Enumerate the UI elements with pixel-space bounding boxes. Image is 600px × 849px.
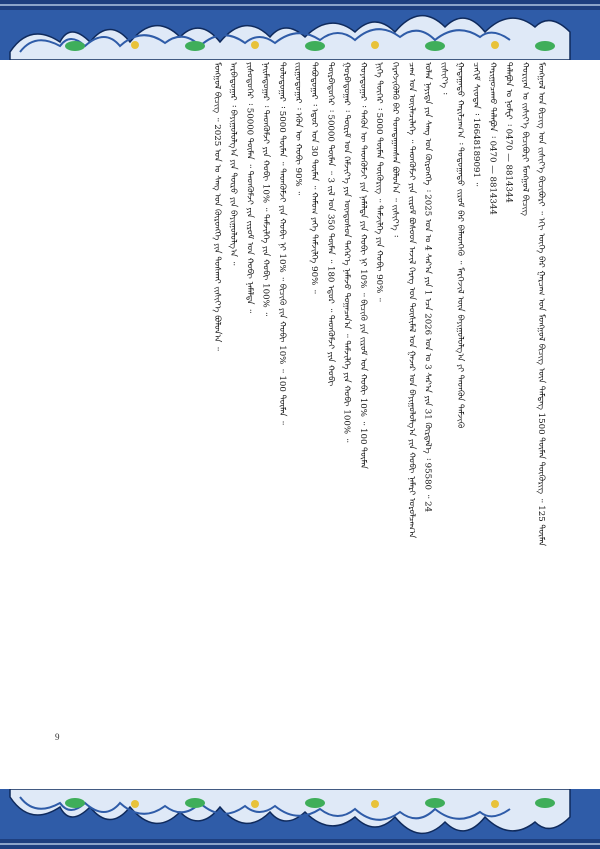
text-column: ᠬᠡᠷᠡᠭᠵᠢᠭᠦᠯᠬᠦ ᠪᠠᠷ ᠲᠣᠭᠲᠠᠭᠠᠭᠰᠠᠨ ᠪᠣᠯᠤᠨ᠎ᠠ ᠃ ᠵᠢᠰᠢᠶ᠎ᠡ ᠄ (390, 62, 401, 237)
text-column: ᠴᠠᠬᠢᠮ ᠰᠢᠤᠳᠠᠨ ᠄ 16648189091 ᠃ (471, 62, 482, 187)
page-number: 9 (55, 732, 60, 742)
text-column: ᠮᠣᠩᠭᠣᠯ ᠤᠨ ᠪᠢᠴᠢᠭ ᠤᠨ ᠵᠢᠰᠢᠶ᠎ᠡ ᠪᠢᠴᠢᠪᠦᠷᠢ ᠃ ᠡᠬᠢ ᠦᠭᠡ ᠪᠠᠷ ᠭᠠᠷᠴᠠᠭ ᠤᠨ ᠮᠣᠩᠭᠣᠯ ᠪᠢᠴᠢᠭ ᠦᠨ ᠲᠡᠮᠳᠡᠭ 1500 ᠲᠦᠮᠡᠨ ᠲᠥᠭᠦᠷᠢᠭ ᠃ 125 ᠲᠦᠮᠡᠨ (536, 62, 546, 547)
text-column: ᠬᠠᠷᠢᠭᠤᠴᠠᠬᠤ ᠲᠡᠯᠡᠹᠣᠨ ᠄ 0470 — 8814344 (487, 62, 498, 215)
text-column: ᠲᠡᠯᠡᠹᠣᠨ ᠤ ᠨᠣᠮᠧᠷ ᠄ 0470 — 8814344 (503, 62, 514, 203)
text-column: ᠬᠣᠷᠢᠶᠠᠨ ᠤ ᠵᠢᠰᠢᠶ᠎ᠡ ᠪᠢᠴᠢᠪᠦᠷᠢ ᠮᠣᠩᠭᠣᠯ ᠪᠢᠴᠢᠭ (519, 62, 530, 217)
text-column: ᠶᠢᠰᠦᠳᠦᠭᠡᠷ ᠄ 50000 ᠲᠦᠮᠡᠨ ᠃ ᠲᠡᠳᠬᠦᠮᠵᠢ ᠶᠢᠨ ᠵᠢᠷᠤᠮ ᠤᠨ ᠬᠤᠪᠢ ᠨᠡᠮᠡᠯᠲᠡ ᠃ (244, 62, 255, 313)
text-column: ᠳᠣᠯᠤᠳᠤᠭᠠᠷ ᠄ 5000 ᠲᠦᠮᠡᠨ ᠃ ᠲᠡᠳᠬᠦᠮᠵᠢ ᠶᠢᠨ ᠬᠤᠪᠢ ᠨᠢ 10% ᠃ ᠪᠢᠴᠢᠬᠦ ᠶᠢᠨ ᠬᠤᠪᠢ 10% ᠃ 100 ᠲᠦᠮᠡᠨ ᠃ (276, 62, 287, 425)
mongolian-text-body (40, 62, 560, 787)
text-column: ᠬᠣᠶᠠᠳᠤᠭᠠᠷ ᠄ ᠲᠡᠭᠦᠨ ᠦ ᠲᠡᠳᠬᠦᠮᠵᠢ ᠶᠢᠨ ᠨᠡᠮᠡᠯᠲᠡ ᠶᠢᠨ ᠬᠤᠪᠢ ᠨᠢ 10% ᠃ ᠪᠢᠴᠢᠬᠦ ᠶᠢᠨ ᠵᠢᠷᠤᠮ ᠤᠨ ᠬᠤᠪᠢ 10% ᠃ 100 ᠲᠦᠮᠡᠨ (357, 62, 368, 469)
cloud-pattern-icon (0, 789, 600, 849)
text-column: ᠮᠣᠩᠭᠣᠯ ᠪᠢᠴᠢᠭ ᠃ 2025 ᠣᠨ ᠤ ᠰᠠᠩ ᠤᠨ ᠬᠥᠷᠥᠩᠭᠡ ᠶᠢᠨ ᠲᠤᠰᠬᠠᠢ ᠵᠢᠰᠢᠶ᠎ᠡ ᠪᠣᠯᠤᠨ᠎ᠠ ᠃ (212, 62, 222, 351)
text-column: ᠳᠥᠷᠪᠡᠳᠦᠭᠡᠷ ᠄ 50000 ᠲᠦᠮᠡᠨ ᠃ 3 ᠵᠢᠯ ᠤᠨ 350 ᠲᠦᠮᠡᠨ ᠃ 180 ᠡᠳᠦᠷ ᠃ ᠲᠡᠳᠬᠦᠮᠵᠢ ᠶᠢᠨ ᠬᠤᠪᠢ (325, 62, 336, 387)
text-column: ᠵᠢᠰᠢᠶ᠎ᠡ ᠄ (438, 62, 449, 95)
top-ornamental-border (0, 0, 600, 60)
text-column: ᠴᠠᠭ ᠤᠨ ᠦᠢᠯᠡᠴᠢᠯᠡᠭᠡ ᠃ ᠲᠡᠳᠬᠦᠮᠵᠢ ᠶᠢᠨ ᠵᠢᠷᠤᠮ ᠪᠤᠰᠤᠳ ᠠᠵᠢᠯ ᠬᠡᠷᠡᠭ ᠤᠨ ᠲᠦᠰᠢᠮᠡᠯ ᠤᠨ ᠭᠠᠵᠠᠷ ᠤᠨ ᠪᠠᠶᠢᠭᠤᠯᠤᠯᠭ᠎ᠠ ᠶᠢᠨ ᠬᠤᠪᠢ ᠨᠡᠮᠡᠷᠢ ᠣᠷᠤᠯᠴᠠᠭ᠎ᠠ (406, 62, 417, 539)
text-column: ᠲᠠᠪᠤᠳᠤᠭᠠᠷ ᠄ ᠡᠳᠦᠷ ᠤᠨ 30 ᠲᠦᠮᠡᠨ ᠃ ᠬᠠᠮᠤᠭ ᠶᠡᠬᠡ ᠳᠡᠮᠵᠢᠯᠭᠡ 90% ᠃ (309, 62, 320, 294)
text-column: ᠭᠠᠳᠠᠭᠠᠳᠤ ᠬᠠᠷᠢᠯᠴᠠᠭ᠎ᠠ ᠄ ᠳᠣᠲᠣᠭᠠᠳᠤ ᠵᠢᠷᠤᠮ ᠪᠠᠷ ᠪᠡᠯᠡᠳᠬᠡᠬᠦ ᠃ ᠮᠡᠷᠭᠡᠵᠢᠯ ᠦᠨ ᠪᠠᠶᠢᠭᠤᠯᠤᠯᠭ᠎ᠠ ᠶᠢ ᠲᠡᠳᠬᠦᠨ ᠳᠡᠮᠵᠢᠬᠦ (455, 62, 465, 429)
text-column: ᠠᠷᠪᠠᠳᠤᠭᠠᠷ ᠄ ᠪᠠᠶᠢᠭᠤᠯᠤᠯᠭ᠎ᠠ ᠶᠢᠨ ᠲᠦᠷᠦ ᠶᠢᠨ ᠪᠠᠶᠢᠭᠤᠯᠤᠯᠭ᠎ᠠ ᠃ (228, 62, 239, 266)
cloud-pattern-icon (0, 0, 600, 60)
text-column: ᠨᠠᠢᠮᠠᠳᠤᠭᠠᠷ ᠄ ᠲᠡᠳᠬᠦᠮᠵᠢ ᠶᠢᠨ ᠬᠤᠪᠢ 10% ᠃ ᠳᠡᠮᠵᠢᠯᠭᠡ ᠶᠢᠨ ᠬᠤᠪᠢ 100% ᠃ (260, 62, 271, 317)
text-column: ᠭᠤᠷᠪᠠᠳᠤᠭᠠᠷ ᠄ ᠳᠦᠷᠢᠮ ᠤᠨ ᠬᠡᠮᠵᠢᠶ᠎ᠡ ᠶᠢᠨ ᠦᠨᠳᠦᠰᠦᠨ ᠳᠡᠭᠡᠷ᠎ᠡ ᠨᠡᠮᠡᠵᠦ ᠲᠣᠭᠠᠴᠠᠨ᠎ᠠ ᠃ ᠳᠡᠮᠵᠢᠯᠭᠡ ᠶᠢᠨ ᠬᠤᠪᠢ 100% ᠃ (341, 62, 352, 443)
text-column: ᠵᠢᠷᠭᠤᠳᠤᠭᠠᠷ ᠄ ᠡᠭᠦᠨ ᠦ ᠬᠤᠪᠢ 90% ᠃ (293, 62, 303, 196)
bottom-ornamental-border (0, 789, 600, 849)
text-column: ᠣᠯᠠᠨ ᠨᠡᠶᠢᠲᠡ ᠶᠢᠨ ᠰᠠᠩ ᠤᠨ ᠬᠥᠷᠥᠩᠭᠡ ᠄ 2025 ᠣᠨ ᠤ 4 ᠰᠠᠷ᠎ᠠ ᠶᠢᠨ 1 ᠡᠴᠡ 2026 ᠣᠨ ᠤ 3 ᠰᠠᠷ᠎ᠠ ᠶᠢᠨ 31 ᠬᠦᠷᠲᠡᠯ᠎ᠡ ᠄ 95580 ᠃ 24 (422, 62, 433, 513)
text-column: ᠨᠢᠭᠡ ᠳᠦᠭᠡᠷ ᠄ 5000 ᠲᠦᠮᠡᠨ ᠲᠥᠭᠦᠷᠢᠭ ᠃ ᠳᠡᠮᠵᠢᠯᠭᠡ ᠶᠢᠨ ᠬᠤᠪᠢ 90% ᠃ (374, 62, 384, 302)
